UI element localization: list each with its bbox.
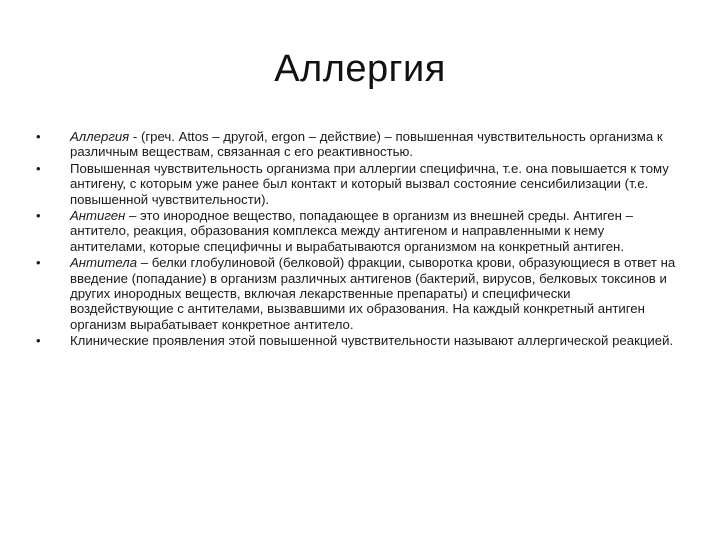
- bullet-icon: •: [36, 255, 41, 271]
- bullet-icon: •: [36, 208, 41, 224]
- item-text: Повышенная чувствительность организма при аллергии специфична, т.е. она повышается к тому антигену, с которым уже ранее был контакт и который вызвал состояние сенсибилизации (т.е. повышенной чувствительности).: [70, 160, 669, 207]
- list-item: [36, 129, 676, 160]
- term-label: Антитела: [70, 255, 138, 271]
- list-item: [36, 255, 676, 332]
- bullet-icon: •: [36, 129, 41, 144]
- list-item: [36, 333, 676, 348]
- bullet-icon: •: [36, 333, 41, 349]
- item-text: – это инородное вещество, попадающее в организм из внешней среды. Антиген – антитело, реакция, образования комплекса между антигеном и направленными к нему антителами, которые специфичны и вырабатываются организмом на конкретный антиген.: [70, 208, 633, 254]
- list-item: [36, 208, 676, 254]
- item-text: Клинические проявления этой повышенной чувствительности называют аллергической реакцией.: [70, 333, 674, 349]
- bullet-icon: •: [36, 160, 41, 176]
- item-text: – белки глобулиновой (белковой) фракции, сыворотка крови, образующиеся в ответ на введение (попадание) в организм различных антигенов (бактерий, вирусов, белковых токсинов и других инородных веществ, включая лекарственные препараты) и специфически воздействующие с антителами, вызвавшими их образования. На каждый конкретный антиген организм вырабатывает конкретное антитело.: [70, 255, 676, 332]
- slide-title: Аллергия: [274, 48, 446, 90]
- bullet-list: [36, 129, 676, 350]
- term-label: Аллергия: [70, 129, 130, 144]
- term-label: Антиген: [70, 208, 126, 224]
- item-text: - (греч. Attos – другой, ergon – действие) – повышенная чувствительность организма к различным веществам, связанная с его реактивностью.: [70, 129, 663, 160]
- list-item: [36, 161, 676, 207]
